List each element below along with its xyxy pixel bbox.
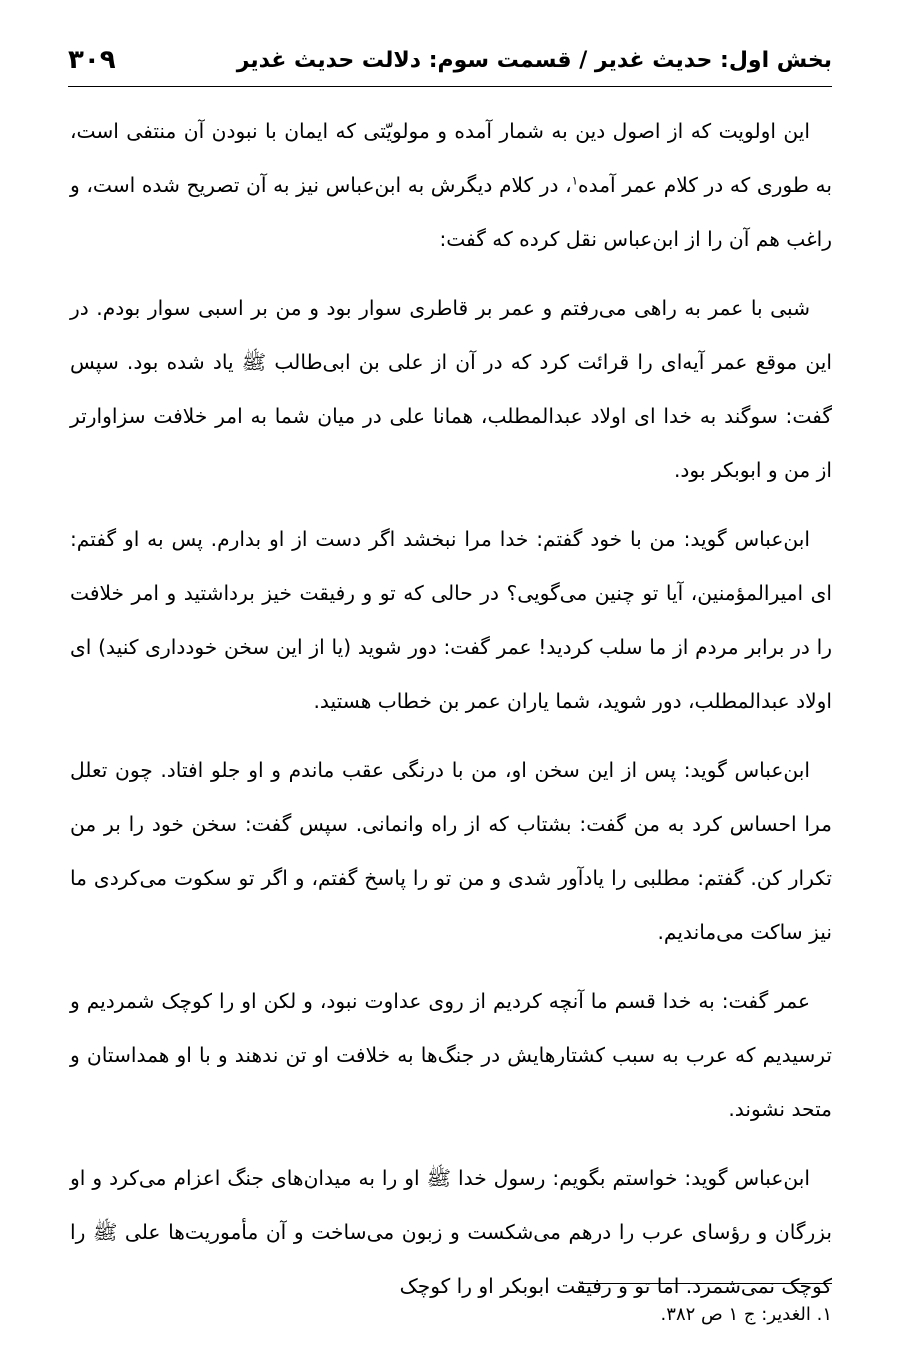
running-head: بخش اول: حدیث غدیر / قسمت سوم: دلالت حدیث غدیر (236, 47, 832, 73)
footnote-rule (580, 1283, 832, 1284)
footnote: ۱. الغدیر: ج ۱ ص ۳۸۲. (660, 1304, 832, 1325)
page-number: ۳۰۹ (68, 45, 116, 75)
paragraph-4: ابن‌عباس گوید: پس از این سخن او، من با درنگی عقب ماندم و او جلو افتاد. چون تعلل مرا احساس کرد به من گفت: بشتاب که از راه وانمانی. سپس گفت: سخن خود را بر من تکرار کن. گفتم: مطلبی را یادآور شدی و من تو را پاسخ گفتم، و اگر تو سکوت می‌کردی ما نیز ساکت می‌ماندیم. (70, 758, 832, 944)
paragraph-1 (70, 104, 832, 266)
paragraph-1-text-a: این اولویت که از اصول دین به شمار آمده و مولویّتی که ایمان با نبودن آن منتفی است، به طوری که در کلام عمر آمده (70, 119, 832, 197)
paragraph-3: ابن‌عباس گوید: من با خود گفتم: خدا مرا نبخشد اگر دست از او بدارم. پس به او گفتم: ای امیرالمؤمنین، آیا تو چنین می‌گویی؟ در حالی که تو و رفیقت خیز برداشتید و امر خلافت را در برابر مردم از ما سلب کردید! عمر گفت: دور شوید (یا از این سخن خودداری کنید) ای اولاد عبدالمطلب، دور شوید، شما یاران عمر بن خطاب هستید. (70, 527, 832, 713)
footnote-reference: ۱ (571, 173, 579, 188)
page-body (70, 104, 832, 1328)
header-rule (68, 86, 832, 87)
paragraph-6: ابن‌عباس گوید: خواستم بگویم: رسول خدا ﷺ او را به میدان‌های جنگ اعزام می‌کرد و او بزرگان و رؤسای عرب را درهم می‌شکست و زبون می‌ساخت و آن مأموریت‌ها علی ﷺ را کوچک نمی‌شمرد. اما تو و رفیقت ابوبکر او را کوچک (70, 1166, 832, 1298)
paragraph-2: شبی با عمر به راهی می‌رفتم و عمر بر قاطری سوار بود و من بر اسبی سوار بودم. در این موقع عمر آیه‌ای را قرائت کرد که در آن از علی بن ابی‌طالب ﷺ یاد شده بود. سپس گفت: سوگند به خدا ای اولاد عبدالمطلب، همانا علی در میان شما به امر خلافت سزاوارتر از من و ابوبکر بود. (70, 296, 832, 482)
paragraph-1-text-b: ، در کلام دیگرش به ابن‌عباس نیز به آن تصریح شده است، و راغب هم آن را از ابن‌عباس نقل کرده که گفت: (70, 173, 832, 251)
page-header (68, 38, 832, 82)
paragraph-5: عمر گفت: به خدا قسم ما آنچه کردیم از روی عداوت نبود، و لکن او را کوچک شمردیم و ترسیدیم که عرب به سبب کشتارهایش در جنگ‌ها به خلافت او تن ندهند و با او همداستان و متحد نشوند. (70, 989, 832, 1121)
